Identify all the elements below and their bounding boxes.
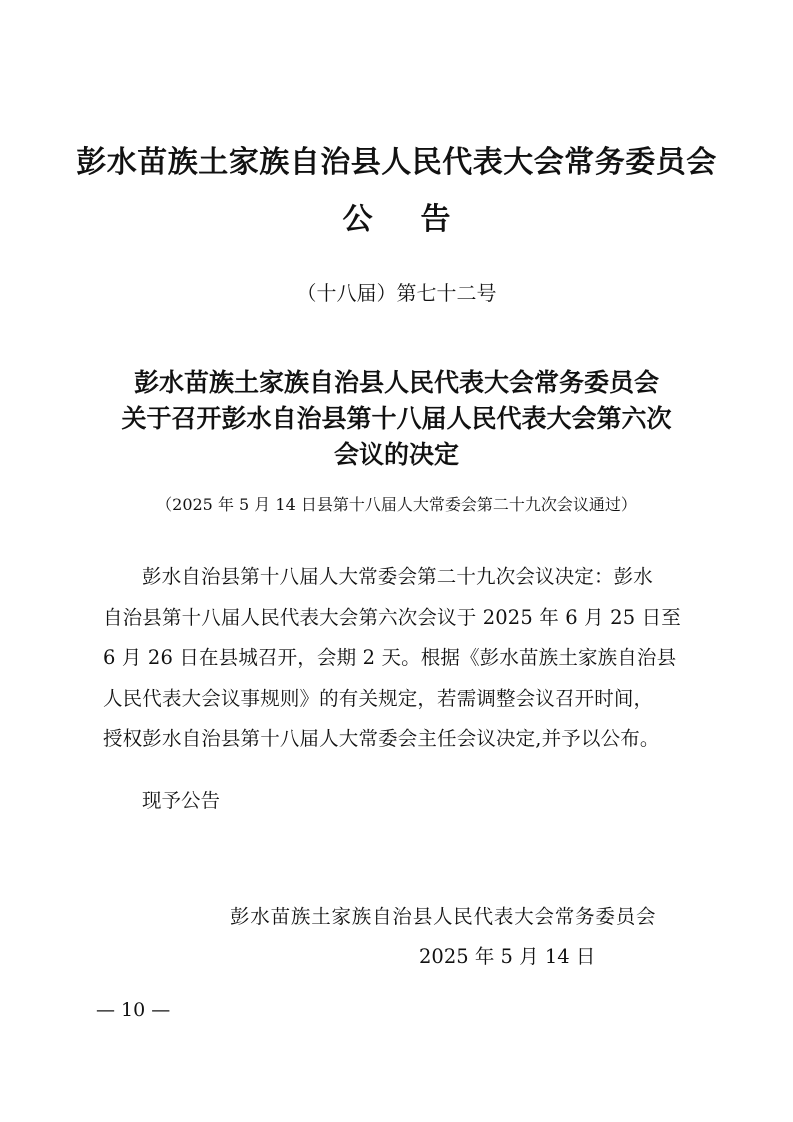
body-line-1: 彭水自治县第十八届人大常委会第二十九次会议决定：彭水 — [142, 565, 653, 588]
notice-heading: 公告 — [342, 202, 499, 237]
document-number: （十八届）第七十二号 — [296, 281, 497, 305]
body-line-2: 自治县第十八届人民代表大会第六次会议于 2025 年 6 月 25 日至 — [103, 605, 681, 629]
decision-title-line-2: 关于召开彭水自治县第十八届人民代表大会第六次 — [121, 404, 672, 433]
passed-note: （2025 年 5 月 14 日县第十八届人大常委会第二十九次会议通过） — [156, 495, 637, 514]
decision-title — [0, 365, 793, 473]
body-line-3: 6 月 26 日在县城召开，会期 2 天。根据《彭水苗族土家族自治县 — [103, 646, 677, 669]
org-title: 彭水苗族土家族自治县人民代表大会常务委员会 — [76, 145, 717, 180]
page-number: — 10 — — [96, 999, 171, 1021]
decision-title-line-3: 会议的决定 — [333, 440, 459, 469]
decision-title-line-1: 彭水苗族土家族自治县人民代表大会常务委员会 — [133, 368, 659, 397]
body-line-4: 人民代表大会议事规则》的有关规定，若需调整会议召开时间， — [103, 686, 654, 710]
signature-date: 2025 年 5 月 14 日 — [419, 945, 596, 968]
body-line-5: 授权彭水自治县第十八届人大常委会主任会议决定,并予以公布。 — [103, 727, 660, 750]
body-paragraph — [103, 557, 693, 760]
signature-org: 彭水苗族土家族自治县人民代表大会常务委员会 — [230, 905, 657, 928]
closing-phrase: 现予公告 — [142, 789, 221, 812]
